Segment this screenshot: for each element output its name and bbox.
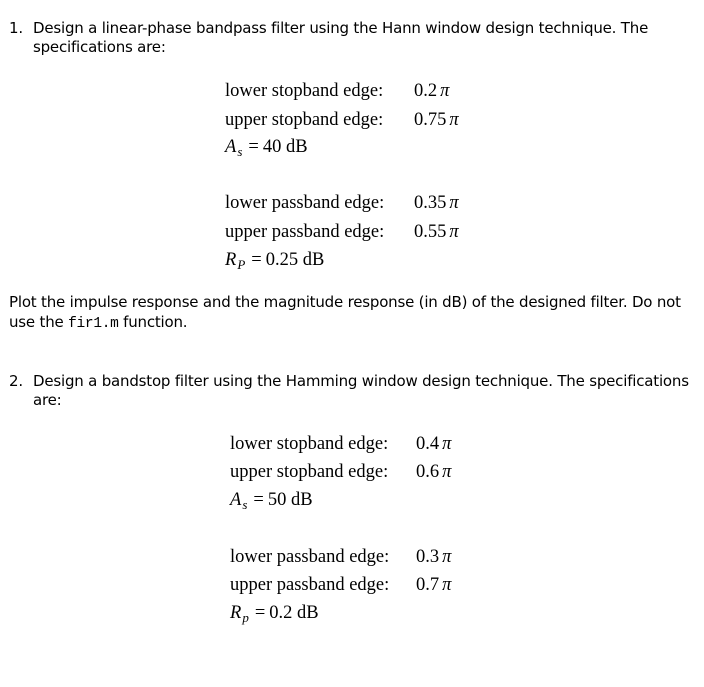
p1-upper-passband-edge (225, 221, 459, 243)
p1-lower-stopband-edge (225, 80, 450, 102)
p2-lower-passband-edge (230, 546, 452, 568)
spec-value: 0.4 π (416, 434, 452, 454)
pi-symbol: π (440, 81, 450, 101)
spec-value: 0.2 π (414, 81, 450, 101)
ripple-value: 0.2 dB (269, 603, 319, 623)
pi-symbol: π (449, 222, 459, 242)
p2-lower-stopband-edge (230, 433, 452, 455)
pi-symbol: π (442, 434, 452, 454)
spec-label: upper passband edge: (225, 222, 385, 242)
equals-sign: = (251, 250, 262, 270)
ripple-symbol: R (230, 603, 242, 623)
p1-lower-passband-edge (225, 192, 459, 214)
pi-symbol: π (442, 462, 452, 482)
pi-symbol: π (442, 575, 452, 595)
p2-upper-stopband-edge (230, 461, 452, 483)
problem-1-plot-instruction-line-2 (9, 313, 187, 334)
attenuation-subscript: s (242, 497, 248, 512)
pi-symbol: π (449, 193, 459, 213)
spec-label: lower passband edge: (230, 547, 390, 567)
p2-passband-ripple (230, 602, 319, 625)
p1-upper-stopband-edge (225, 109, 459, 131)
pi-symbol: π (442, 547, 452, 567)
spec-label: upper stopband edge: (225, 110, 384, 130)
instruction-suffix: function. (123, 313, 188, 331)
ripple-subscript: p (242, 610, 249, 625)
spec-value: 0.35 π (414, 193, 459, 213)
spec-value: 0.55 π (414, 222, 459, 242)
spec-label: upper stopband edge: (230, 462, 389, 482)
attenuation-value: 40 dB (262, 137, 308, 157)
attenuation-subscript: s (237, 144, 243, 159)
ripple-subscript: P (237, 257, 246, 272)
equals-sign: = (248, 137, 259, 157)
problem-2-intro-line-2: are: (33, 391, 62, 409)
attenuation-symbol: A (225, 137, 237, 157)
spec-label: lower stopband edge: (225, 81, 384, 101)
spec-label: lower passband edge: (225, 193, 385, 213)
problem-1-intro-line-2: specifications are: (33, 38, 166, 56)
spec-value: 0.7 π (416, 575, 452, 595)
problem-1-intro-line-1: Design a linear-phase bandpass filter using the Hann window design technique. The (33, 19, 649, 37)
spec-label: lower stopband edge: (230, 434, 389, 454)
p2-stopband-attenuation (230, 489, 313, 512)
problem-1-number: 1. (9, 19, 23, 37)
equals-sign: = (254, 603, 266, 623)
function-name-code: fir1.m (68, 316, 119, 332)
problem-1-plot-instruction-line-1: Plot the impulse response and the magnitude response (in dB) of the designed filter. Do not (9, 293, 681, 311)
spec-value: 0.6 π (416, 462, 452, 482)
ripple-value: 0.25 dB (265, 250, 325, 270)
problem-2-intro-line-1: Design a bandstop filter using the Hamming window design technique. The specifications (33, 372, 689, 390)
equals-sign: = (253, 490, 264, 510)
p1-passband-ripple (225, 249, 324, 272)
attenuation-value: 50 dB (267, 490, 313, 510)
p1-stopband-attenuation (225, 136, 308, 159)
spec-value: 0.3 π (416, 547, 452, 567)
instruction-prefix: use the (9, 313, 64, 331)
p2-upper-passband-edge (230, 574, 452, 596)
pi-symbol: π (449, 110, 459, 130)
spec-label: upper passband edge: (230, 575, 390, 595)
spec-value: 0.75 π (414, 110, 459, 130)
attenuation-symbol: A (230, 490, 242, 510)
problem-2-number: 2. (9, 372, 23, 390)
ripple-symbol: R (225, 250, 237, 270)
